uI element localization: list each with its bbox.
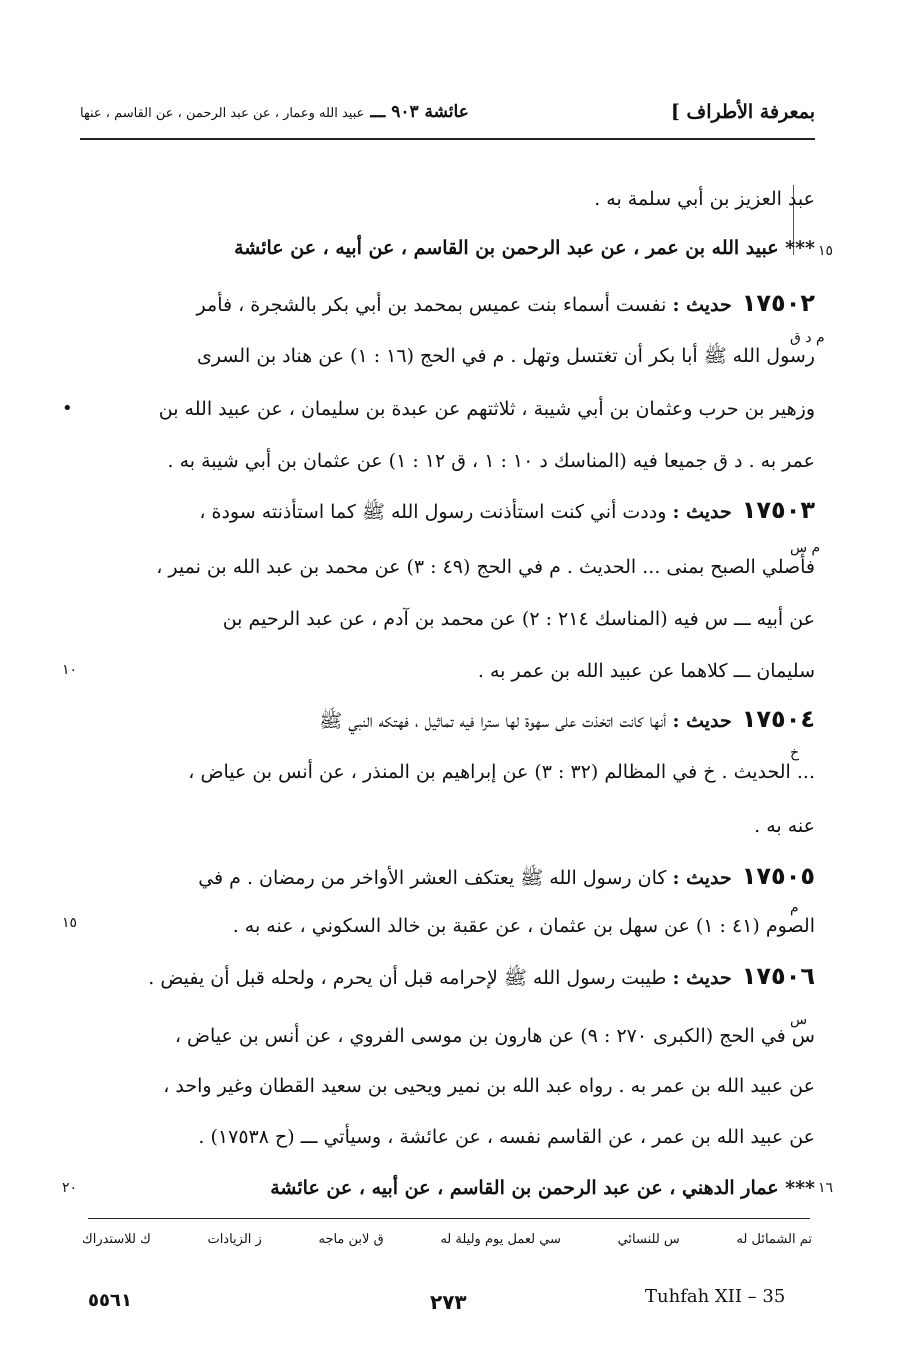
text-line-17: س في الحج (الكبرى ٢٧٠ : ٩) عن هارون بن موسى الفروي ، عن أنس بن عياض ، xyxy=(174,1025,815,1047)
line-number-20: ٢٠ xyxy=(62,1180,78,1196)
footer-volume-signature: Tuhfah XII – 35 xyxy=(645,1286,786,1307)
hadith-text: طيبت رسول الله ﷺ لإحرامه قبل أن يحرم ، ولحله قبل أن يفيض . xyxy=(148,967,667,989)
text-line-20: *** عمار الدهني ، عن عبد الرحمن بن القاسم ، عن أبيه ، عن عائشة xyxy=(270,1177,815,1199)
hadith-keyword: حديث : xyxy=(672,967,732,989)
header-section-sub: عبيد الله وعمار ، عن عبد الرحمن ، عن القاسم ، عنها xyxy=(80,106,365,121)
hadith-text: وددت أني كنت استأذنت رسول الله ﷺ كما استأذنته سودة ، xyxy=(199,501,667,523)
page-number: ٢٧٣ xyxy=(430,1290,467,1314)
hadith-number: ١٧٥٠٣ xyxy=(741,496,815,524)
abbr-item: س للنسائي xyxy=(617,1232,680,1247)
hadith-number: ١٧٥٠٢ xyxy=(741,289,815,317)
line-number-10: ١٠ xyxy=(62,662,78,678)
text-line-12: ... الحديث . خ في المظالم (٣٢ : ٣) عن إبراهيم بن المنذر ، عن أنس بن عياض ، xyxy=(188,761,815,783)
text-line-6: عمر به . د ق جميعا فيه (المناسك د ١٠ : ١ ، ق ١٢ : ١) عن عثمان بن أبي شيبة به . xyxy=(167,450,815,472)
entry-number-16: ١٦ xyxy=(818,1180,834,1196)
hadith-17503 xyxy=(80,494,815,528)
running-header xyxy=(80,92,815,132)
hadith-number: ١٧٥٠٦ xyxy=(741,962,815,990)
text-line-4: رسول الله ﷺ أبا بكر أن تغتسل وتهل . م في الحج (١٦ : ١) عن هناد بن السرى xyxy=(196,345,815,367)
text-line-13: عنه به . xyxy=(754,815,815,837)
abbr-item: سي لعمل يوم وليلة له xyxy=(440,1232,561,1247)
header-book-title: بمعرفة الأطراف ] xyxy=(670,101,815,123)
text-line-10: سليمان ـــ كلاهما عن عبيد الله بن عمر به . xyxy=(477,660,815,682)
header-section-title: عائشة ٩٠٣ ـــ xyxy=(370,102,469,122)
hadith-text: نفست أسماء بنت عميس بمحمد بن أبي بكر بالشجرة ، فأمر xyxy=(196,294,667,316)
line-number-15: ١٥ xyxy=(62,915,78,931)
sigla-17506: س xyxy=(790,1012,808,1028)
margin-dot: • xyxy=(62,398,73,419)
abbr-item: ق لابن ماجه xyxy=(318,1232,384,1247)
text-line-8: فأصلي الصبح بمنى ... الحديث . م في الحج (٤٩ : ٣) عن محمد بن عبد الله بن نمير ، xyxy=(156,556,815,578)
hadith-17502 xyxy=(80,287,815,321)
header-rule xyxy=(80,138,815,140)
text-line-2: *** عبيد الله بن عمر ، عن عبد الرحمن بن القاسم ، عن أبيه ، عن عائشة xyxy=(234,237,815,259)
entry-number-15: ١٥ xyxy=(818,243,834,259)
footnote-rule xyxy=(88,1218,810,1219)
abbr-item: تم الشمائل له xyxy=(736,1232,812,1247)
text-line-9: عن أبيه ـــ س فيه (المناسك ٢١٤ : ٢) عن محمد بن آدم ، عن عبد الرحيم بن xyxy=(222,608,815,630)
hadith-number: ١٧٥٠٤ xyxy=(741,705,815,733)
text-line-18: عن عبيد الله بن عمر به . رواه عبد الله بن نمير ويحيى بن سعيد القطان وغير واحد ، xyxy=(163,1075,815,1097)
hadith-keyword: حديث : xyxy=(672,294,732,316)
text-line-15: الصوم (٤١ : ١) عن سهل بن عثمان ، عن عقبة بن خالد السكوني ، عنه به . xyxy=(232,915,815,937)
hadith-text: كان رسول الله ﷺ يعتكف العشر الأواخر من رمضان . م في xyxy=(198,867,667,889)
abbreviation-key xyxy=(82,1232,812,1247)
abbr-item: ز الزيادات xyxy=(207,1232,262,1247)
hadith-keyword: حديث : xyxy=(672,710,732,732)
footer-serial-number: ٥٥٦١ xyxy=(88,1290,132,1311)
hadith-text: أنها كانت اتخذت على سهوة لها سترا فيه تماثيل ، فهتكه النبي ﷺ xyxy=(319,710,667,732)
sigla-17503: م س xyxy=(790,540,821,556)
text-line-1: عبد العزيز بن أبي سلمة به . xyxy=(594,188,815,210)
sigla-17505: م xyxy=(790,900,799,916)
abbr-item: ك للاستدراك xyxy=(82,1232,151,1247)
hadith-number: ١٧٥٠٥ xyxy=(741,862,815,890)
sigla-17504: خ xyxy=(790,745,800,761)
hadith-17504 xyxy=(80,703,815,737)
text-line-19: عن عبيد الله بن عمر ، عن القاسم نفسه ، عن عائشة ، وسيأتي ـــ (ح ١٧٥٣٨) . xyxy=(198,1126,815,1148)
header-section xyxy=(80,102,469,122)
sigla-17502: م د ق xyxy=(790,330,825,346)
hadith-17506 xyxy=(80,960,815,994)
hadith-17505 xyxy=(80,860,815,894)
text-line-5: وزهير بن حرب وعثمان بن أبي شيبة ، ثلاثتهم عن عبدة بن سليمان ، عن عبيد الله بن xyxy=(158,398,815,420)
hadith-keyword: حديث : xyxy=(672,867,732,889)
hadith-keyword: حديث : xyxy=(672,501,732,523)
